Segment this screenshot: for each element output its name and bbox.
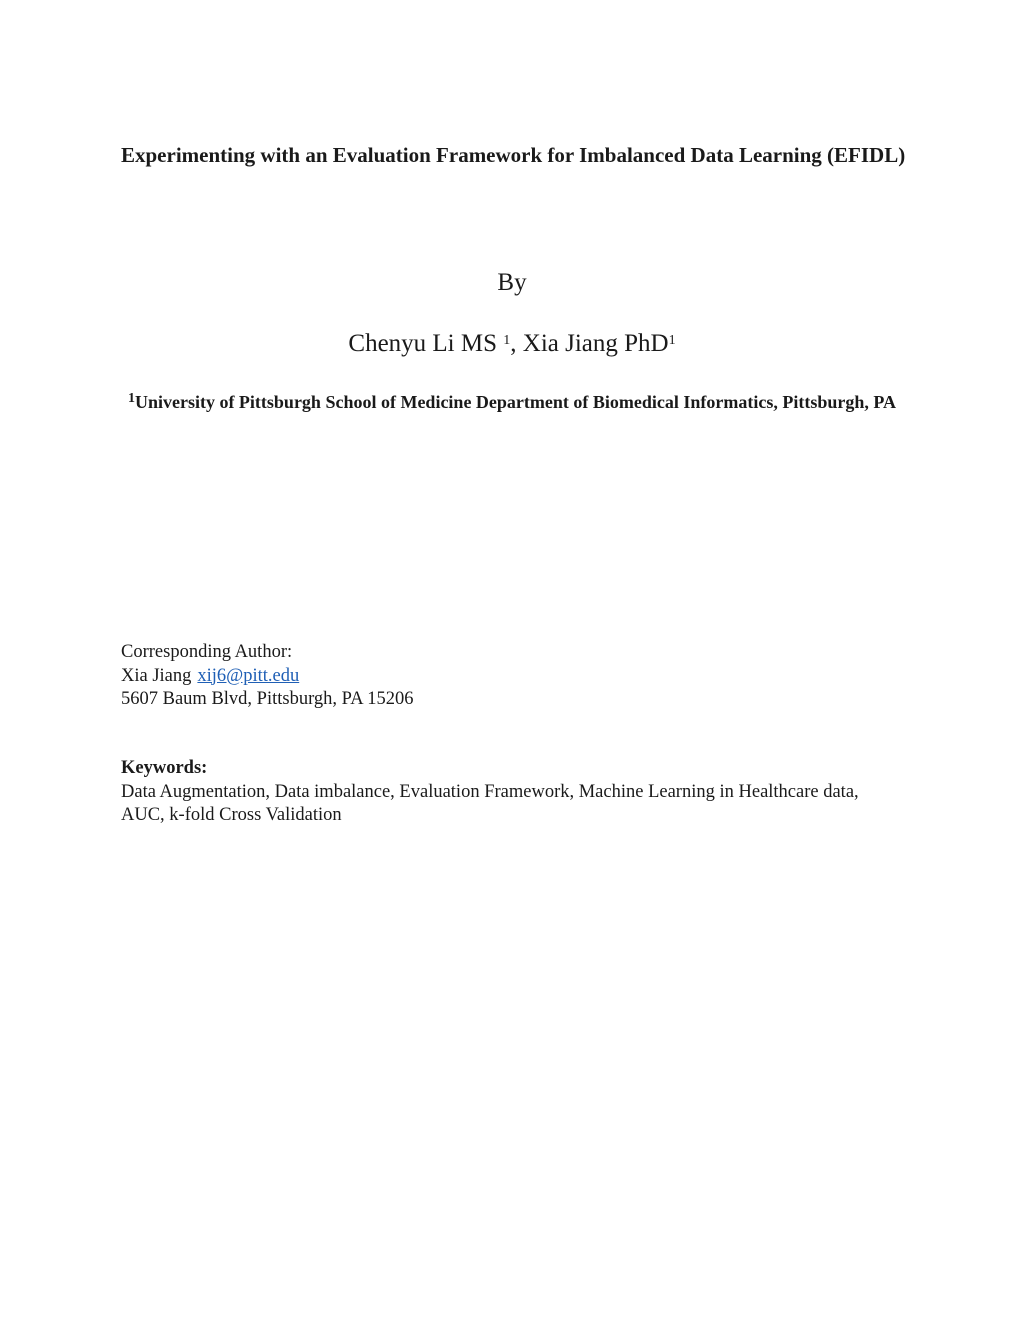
- corresponding-author-name: Xia Jiang: [121, 665, 192, 686]
- affiliation: [120, 390, 904, 414]
- author-separator: ,: [510, 330, 523, 357]
- affiliation-marker: 1: [127, 391, 135, 406]
- keywords-text: Data Augmentation, Data imbalance, Evaluation Framework, Machine Learning in Healthcare data, AUC, k-fold Cross Validation: [121, 781, 859, 825]
- by-label: By: [497, 269, 527, 296]
- corresponding-author-heading: Corresponding Author:: [121, 642, 293, 662]
- keywords-heading: Keywords:: [121, 758, 208, 778]
- corresponding-author-contact: [121, 665, 901, 689]
- paper-title: Experimenting with an Evaluation Framework for Imbalanced Data Learning (EFIDL): [121, 143, 906, 167]
- corresponding-author-address: 5607 Baum Blvd, Pittsburgh, PA 15206: [121, 689, 414, 709]
- author-name: Chenyu Li MS: [348, 330, 498, 357]
- email-link[interactable]: xij6@pitt.edu: [197, 665, 300, 686]
- affiliation-text: University of Pittsburgh School of Medicine Department of Biomedical Informatics, Pittsburgh, PA: [134, 392, 897, 412]
- corresponding-author-block: [121, 641, 901, 712]
- affiliation-marker: 1: [503, 333, 511, 348]
- keywords-block: [121, 757, 901, 828]
- author-name: Xia Jiang PhD: [522, 330, 669, 357]
- author-list: [0, 329, 1024, 359]
- affiliation-marker: 1: [668, 333, 676, 348]
